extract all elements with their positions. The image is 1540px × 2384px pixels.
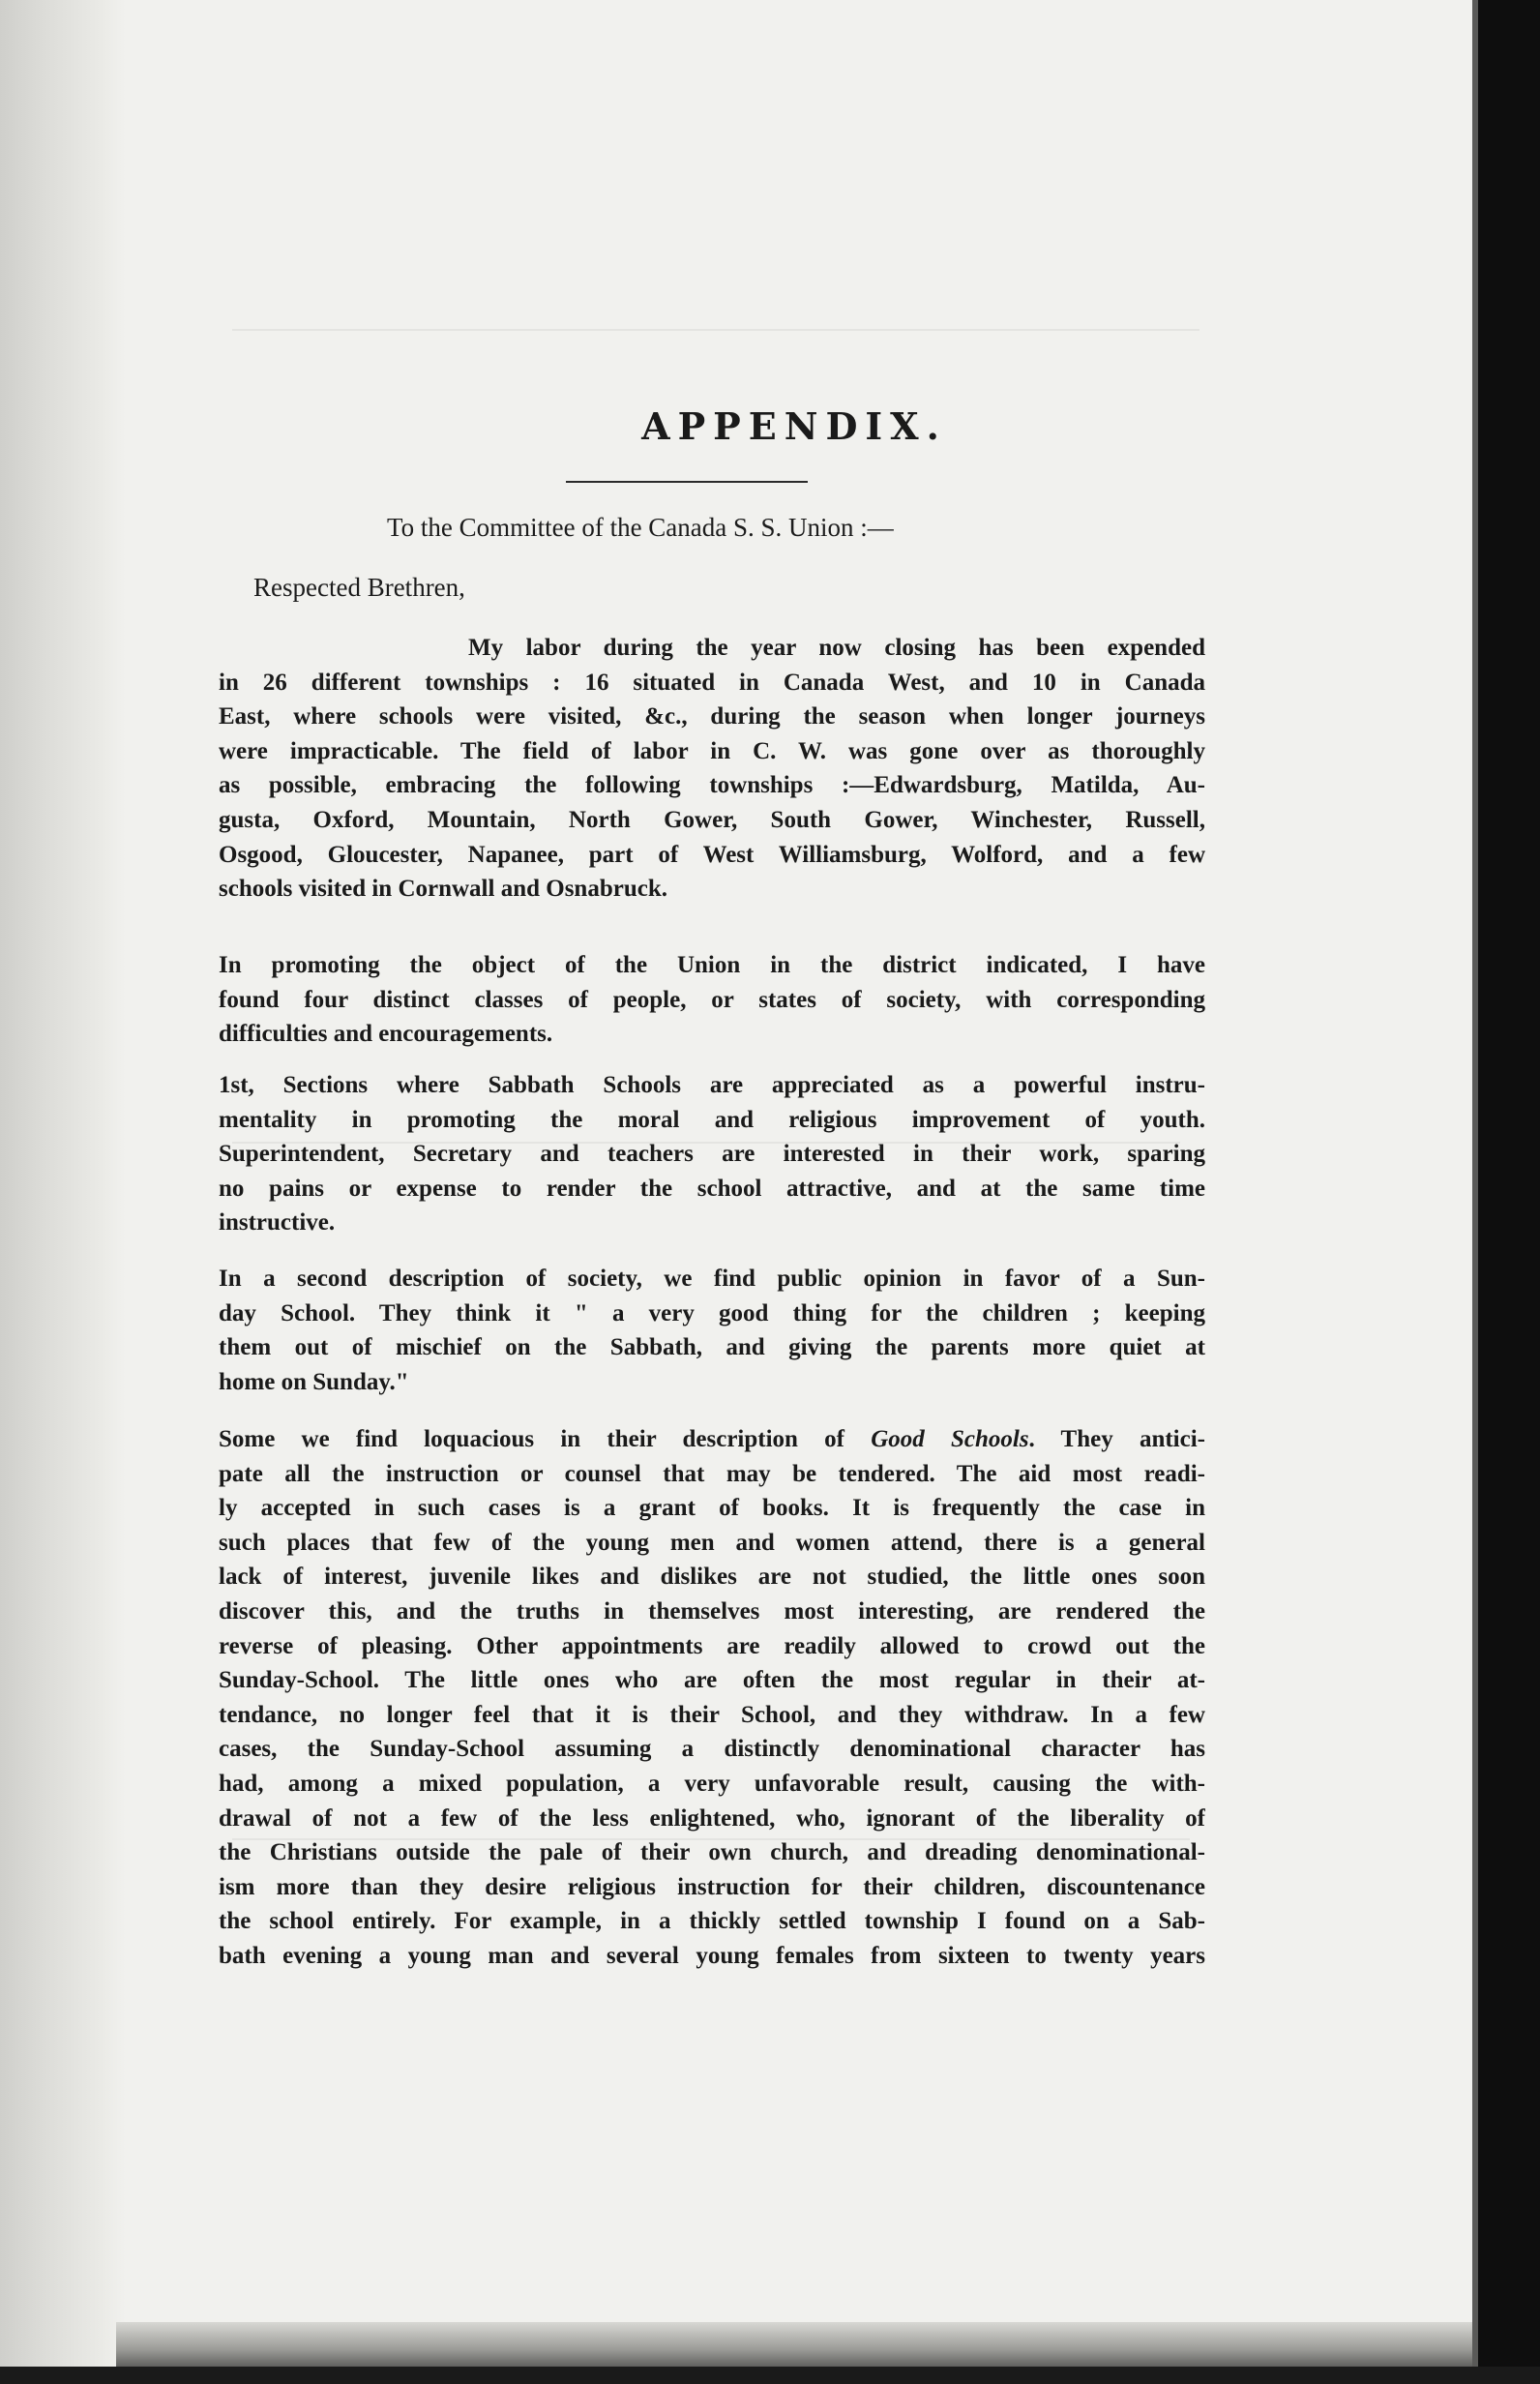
text-line: the school entirely. For example, in a thickly settled township I found on a Sab- bbox=[219, 1908, 1205, 1935]
appendix-title: APPENDIX. bbox=[641, 404, 947, 448]
text-line: Osgood, Gloucester, Napanee, part of West Williamsburg, Wolford, and a few bbox=[219, 841, 1205, 868]
paragraph-2 bbox=[219, 948, 1205, 1052]
text-line: day School. They think it " a very good thing for the children ; keeping bbox=[219, 1299, 1205, 1326]
italic-phrase: Good Schools bbox=[871, 1426, 1029, 1452]
page-gutter-shadow bbox=[0, 0, 126, 2384]
text-line: In a second description of society, we find public opinion in favor of a Sun- bbox=[219, 1266, 1205, 1292]
text-line: Superintendent, Secretary and teachers are interested in their work, sparing bbox=[219, 1141, 1205, 1168]
text-line: cases, the Sunday-School assuming a distinctly denominational character has bbox=[219, 1736, 1205, 1763]
text-line: drawal of not a few of the less enlightened, who, ignorant of the liberality of bbox=[219, 1804, 1205, 1832]
text-line: in 26 different townships : 16 situated in Canada West, and 10 in Canada bbox=[219, 669, 1205, 696]
text-line: pate all the instruction or counsel that may be tendered. The aid most readi- bbox=[219, 1460, 1205, 1487]
text-line: lack of interest, juvenile likes and dislikes are not studied, the little ones soon bbox=[219, 1564, 1205, 1591]
text-line: East, where schools were visited, &c., during the season when longer journeys bbox=[219, 703, 1205, 730]
text-line: My labor during the year now closing has been expended bbox=[468, 635, 1205, 661]
text-line: tendance, no longer feel that it is their School, and they withdraw. In a few bbox=[219, 1701, 1205, 1728]
text-line: Some we find loquacious in their description of Good Schools. They antici- bbox=[219, 1426, 1205, 1452]
text-line: were impracticable. The field of labor in C. W. was gone over as thoroughly bbox=[219, 737, 1205, 764]
text-line: In promoting the object of the Union in the district indicated, I have bbox=[219, 952, 1205, 978]
text-line: no pains or expense to render the school attractive, and at the same time bbox=[219, 1175, 1205, 1202]
text-line: mentality in promoting the moral and religious improvement of youth. bbox=[219, 1106, 1205, 1133]
paragraph-4 bbox=[219, 1262, 1205, 1399]
salutation: To the Committee of the Canada S. S. Union :— bbox=[387, 513, 894, 542]
text-line: the Christians outside the pale of their own church, and dreading denominational- bbox=[219, 1839, 1205, 1866]
text-line: reverse of pleasing. Other appointments are readily allowed to crowd out the bbox=[219, 1632, 1205, 1659]
text-line: difficulties and encouragements. bbox=[219, 1021, 553, 1048]
text-line: ly accepted in such cases is a grant of books. It is frequently the case in bbox=[219, 1495, 1205, 1522]
text-line: discover this, and the truths in themselves most interesting, are rendered the bbox=[219, 1597, 1205, 1624]
scan-border-bottom bbox=[0, 2367, 1540, 2384]
text-line: Sunday-School. The little ones who are often the most regular in their at- bbox=[219, 1667, 1205, 1694]
paragraph-5 bbox=[219, 1422, 1205, 1974]
text-line: them out of mischief on the Sabbath, and giving the parents more quiet at bbox=[219, 1334, 1205, 1361]
text-line: ism more than they desire religious instruction for their children, discountenance bbox=[219, 1873, 1205, 1900]
text-line: home on Sunday." bbox=[219, 1368, 409, 1395]
text-line: had, among a mixed population, a very unfavorable result, causing the with- bbox=[219, 1770, 1205, 1797]
paragraph-3 bbox=[219, 1068, 1205, 1240]
text-line: gusta, Oxford, Mountain, North Gower, South Gower, Winchester, Russell, bbox=[219, 806, 1205, 833]
scan-border-right bbox=[1472, 0, 1540, 2384]
paragraph-1 bbox=[219, 631, 1205, 907]
text-line: schools visited in Cornwall and Osnabruck. bbox=[219, 876, 667, 903]
text-line: as possible, embracing the following townships :—Edwardsburg, Matilda, Au- bbox=[219, 772, 1205, 799]
text-line: bath evening a young man and several young females from sixteen to twenty years bbox=[219, 1942, 1205, 1969]
page-edge-right bbox=[1472, 0, 1478, 2384]
text-line: instructive. bbox=[219, 1209, 336, 1237]
text-line: found four distinct classes of people, or states of society, with corresponding bbox=[219, 986, 1205, 1013]
greeting: Respected Brethren, bbox=[253, 573, 465, 602]
bleed-through bbox=[232, 329, 1199, 331]
text-line: such places that few of the young men and women attend, there is a general bbox=[219, 1529, 1205, 1556]
title-rule bbox=[566, 481, 808, 483]
page-edge-bottom bbox=[116, 2322, 1472, 2369]
text-line: 1st, Sections where Sabbath Schools are appreciated as a powerful instru- bbox=[219, 1072, 1205, 1098]
